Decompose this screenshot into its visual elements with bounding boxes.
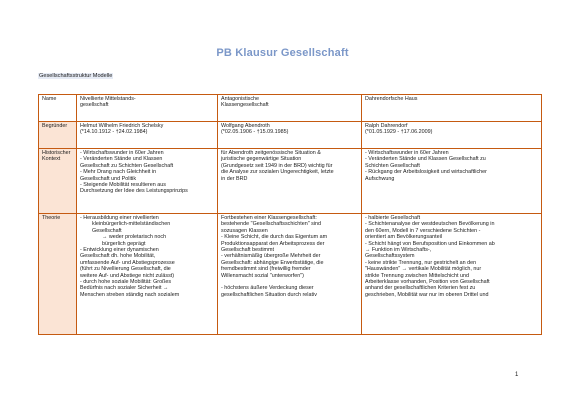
text-line: - höchstens äußere Verdeckung dieser <box>221 285 314 292</box>
text-line: → weder proletarisch noch <box>102 234 167 241</box>
text-line: weitere Auf- und Abstiege nicht zulässt) <box>80 272 175 279</box>
text-line: - Schicht hängt von Berufsposition und Einkommen ab <box>365 240 495 247</box>
text-line: Gesellschaft und Politik <box>80 175 137 182</box>
text-line: (führt zu Nivellierung Gesellschaft, die <box>80 266 171 273</box>
document-title: PB Klausur Gesellschaft <box>216 47 349 59</box>
text-line: - halbierte Gesellschaft <box>365 215 421 221</box>
cell-kontext-1 <box>77 149 218 214</box>
cell-kontext-3 <box>362 149 542 214</box>
text-line: für Abendroth zeitgenössische Situation & <box>221 150 321 156</box>
text-line: Fortbestehen einer Klassengesellschaft: <box>221 215 317 221</box>
text-line: - Steigende Mobilität resultieren aus <box>80 182 166 189</box>
text-line: Gesellschaftssystem <box>365 253 415 260</box>
text-line: - Wirtschaftswunder in 60er Jahren <box>80 150 164 156</box>
text-line: - Mehr Drang nach Gleichheit in <box>80 169 157 176</box>
text-line: Willensmacht sozial "unterworfen") <box>221 272 304 279</box>
text-line: anhand der gesellschaftlichen Kriterien fest zu <box>365 285 476 292</box>
header-cell-dahrendorf: Dahrendorfsche Haus <box>362 95 542 122</box>
text-line: - Herausbildung einer nivellierten <box>80 215 159 221</box>
comparison-table <box>38 94 542 335</box>
text-line: strikte Trennung zwischen Mittelschicht und <box>365 272 469 279</box>
text-line: sozusagen Klassen <box>221 227 268 234</box>
text-line: - Entwicklung einer dynamischen <box>80 247 159 254</box>
page-number: 1 <box>515 372 519 378</box>
text-line: in der BRD <box>221 175 248 182</box>
text-line: Menschen streben ständig nach sozialem <box>80 291 180 298</box>
header-cell-nivellierte <box>77 95 218 122</box>
text-line: Nivellierte Mittelstands- <box>80 96 136 102</box>
text-line: Schichten Gesellschaft <box>365 162 420 169</box>
text-line: bestehende "Gesellschaftsschichten" sind <box>221 221 322 228</box>
row-label-theorie: Theorie <box>39 214 77 335</box>
row-label-kontext: Historischer Kontext <box>39 149 77 214</box>
text-line: fremdbestimmt sind (freiwillig fremder <box>221 266 311 273</box>
text-line: Produktionsapparat den Arbeitsprozess der <box>221 240 325 247</box>
header-cell-name: Name <box>39 95 77 122</box>
text-line: - Schichtenanalyse der westdeutschen Bevölkerung in <box>365 221 495 228</box>
text-line: Gesellschaft: abhängige Erwerbstätige, die <box>221 259 324 266</box>
text-line: Arbeiterklasse vorhanden, Position von Gesellschaft <box>365 279 490 286</box>
text-line: umfassende Auf- und Abstiegsprozesse <box>80 259 175 266</box>
cell-begruender-schelsky: Helmut Wilhelm Friedrich Schelsky (*14.10.1912 - †24.02.1984) <box>77 122 218 149</box>
text-line: Gesellschaft bestimmt <box>221 247 275 254</box>
cell-theorie-1 <box>77 214 218 335</box>
text-line: die Analyse zur sozialen Ungerechtigkeit, letzte <box>221 169 334 176</box>
text-line: (Grundgesetz seit 1949 in der BRD) wichtig für <box>221 162 333 169</box>
text-line: Klassengesellschaft <box>221 102 269 109</box>
text-line: - Rückgang der Arbeitslosigkeit und wirtschaftlicher <box>365 169 487 176</box>
text-line: Gesellschaft <box>92 227 122 234</box>
text-line: gesellschaft <box>80 102 109 109</box>
text-line: - durch hohe soziale Mobilität: Großes <box>80 279 172 286</box>
text-line: - keine strikte Trennung, nur gestrichelt an den <box>365 259 477 266</box>
row-label-begruender: Begründer <box>39 122 77 149</box>
document-subtitle: Gesellschaftsstruktur Modelle <box>39 73 113 79</box>
text-line: Aufschwung <box>365 175 395 182</box>
text-line: gesellschaftlichen Situation durch relativ <box>221 291 317 298</box>
text-line: - Veränderten Stände und Klassen Gesellschaft zu <box>365 156 486 163</box>
table-row-kontext <box>39 149 542 214</box>
text-line: Durchsetzung der Idee des Leistungsprinzips <box>80 188 188 195</box>
cell-begruender-dahrendorf: Ralph Dahrendorf (*01.05.1929 - †17.06.2009) <box>362 122 542 149</box>
text-line: bürgerlich geprägt <box>102 240 146 247</box>
text-line: - Kleine Schicht, die durch das Eigentum am <box>221 234 328 241</box>
header-cell-antagonistische <box>218 95 362 122</box>
text-line: Bedürfnis nach sozialer Sicherheit → <box>80 285 169 292</box>
text-line: "Hauswänden" → vertikale Mobilität möglich, nur <box>365 266 482 273</box>
text-line: - verhältnismäßig übergroße Mehrheit der <box>221 253 321 260</box>
cell-begruender-abendroth: Wolfgang Abendroth (*02.05.1906 - †15.09.1985) <box>218 122 362 149</box>
text-line: kleinbürgerlich-mittelständischen <box>92 221 171 228</box>
cell-theorie-2 <box>218 214 362 335</box>
text-line: - Wirtschaftswunder in 60er Jahren <box>365 150 449 156</box>
text-line: orientiert am Bevölkerungsanteil <box>365 234 443 241</box>
table-row-theorie <box>39 214 542 335</box>
text-line: Gesellschaft dh. hohe Mobilität, <box>80 253 156 260</box>
cell-theorie-3 <box>362 214 542 335</box>
cell-kontext-2 <box>218 149 362 214</box>
table-row-begruender <box>39 122 542 149</box>
text-line: den 60ern, Modell in 7 verschiedene Schichten - <box>365 227 481 234</box>
table-header-row <box>39 95 542 122</box>
text-line: - Veränderten Stände und Klassen <box>80 156 163 163</box>
text-line: geschrieben, Mobilität war nur im oberen Drittel und <box>365 291 489 298</box>
text-line: Gesellschaft zu Schichten Gesellschaft <box>80 162 174 169</box>
text-line: juristische gegenwärtige Situation <box>221 156 302 163</box>
text-line: → Funktion im Wirtschafts-, <box>365 247 432 254</box>
text-line: Antagonistische <box>221 96 260 102</box>
